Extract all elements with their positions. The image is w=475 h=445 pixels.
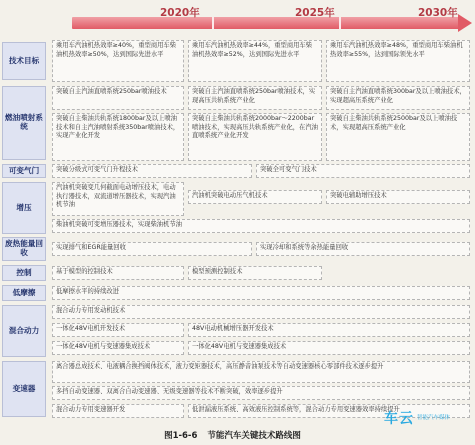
row-label-variable-valve: 可变气门 xyxy=(2,164,46,178)
watermark-logo: 车云 xyxy=(384,411,414,427)
timeline-arrow-icon xyxy=(458,14,472,32)
figure-title: 节能汽车关键技术路线图 xyxy=(207,431,301,441)
fuel-injection-2025-diesel: 突破自主柴油共轨系统2000bar～2200bar喷油技术，实现高压共轨系统产业化，在汽油直喷系统产业化开发 xyxy=(188,113,322,161)
year-2025: 2025年 xyxy=(295,7,335,19)
waste-heat-stage-2: 实现冷却和系统等余热能量回收 xyxy=(256,242,470,256)
timeline-tick xyxy=(212,17,214,29)
boosting-2030-gasoline: 突破电辅助增压技术 xyxy=(326,190,470,204)
control-stage-2: 模型预测控制技术 xyxy=(188,266,322,280)
fuel-injection-2025-gasoline: 突破自主汽油直喷系统250bar喷油技术，实现高压共轨系统产业化 xyxy=(188,86,322,110)
tech-target-2025: 乘用车汽油机热效率≥44%，重型商用车柴油机热效率≥52%，达到国际先进水平 xyxy=(188,40,322,82)
hybrid-48v-motor: 一体化48V电机开发技术 xyxy=(52,323,184,337)
figure-number: 图1-6-6 xyxy=(164,431,198,441)
hybrid-48v-integration-2: 一体化48V电机与变速器集成技术 xyxy=(188,341,470,355)
control-stage-1: 基于模型的控制技术 xyxy=(52,266,184,280)
variable-valve-stage-2: 突破全可变气门技术 xyxy=(256,164,470,178)
watermark-subtitle: 智能汽车媒体 xyxy=(417,414,451,421)
row-label-transmission: 变速器 xyxy=(2,361,46,417)
hybrid-dedicated-engine: 混合动力专用发动机技术 xyxy=(52,305,470,319)
hybrid-48v-integration-1: 一体化48V电机与变速器集成技术 xyxy=(52,341,184,355)
tech-target-2020: 乘用车汽油机热效率≥40%，重型商用车柴油机热效率≥50%，达到国际先进水平 xyxy=(52,40,184,82)
row-label-boosting: 增压 xyxy=(2,182,46,234)
row-label-low-friction: 低摩擦 xyxy=(2,285,46,301)
boosting-diesel: 柴油机突破可变增压器技术，实现柴油机节油 xyxy=(52,219,470,233)
timeline-tick xyxy=(339,17,341,29)
variable-valve-stage-1: 突破分级式可变气门升程技术 xyxy=(52,164,252,178)
year-2030: 2030年 xyxy=(418,7,458,19)
fuel-injection-2020-diesel: 突破自主柴油共轨系统1800bar及以上喷油技术和自主汽油喷射系统350bar喷油技术，实现产业化开发 xyxy=(52,113,184,161)
row-label-hybrid: 混合动力 xyxy=(2,305,46,357)
boosting-2020-gasoline: 汽油机突破变几何截面电动增压技术，电动执行器技术，双流道增压器技术，实现汽油机节油 xyxy=(52,182,184,216)
tech-target-2030: 乘用车汽油机热效率≥48%，重型商用车柴油机热效率≥55%，达到国际领先水平 xyxy=(326,40,470,82)
row-label-tech-target: 技术目标 xyxy=(2,42,46,80)
timeline-bar xyxy=(72,17,460,29)
fuel-injection-2030-gasoline: 突破自主汽油直喷系统300bar及以上喷油技术，实现超高压系统产业化 xyxy=(326,86,470,110)
boosting-2025-gasoline: 汽油机突破电动压气机技术 xyxy=(188,190,322,204)
row-label-waste-heat: 废热能量回收 xyxy=(2,237,46,261)
low-friction-improvement: 低摩擦水平的持续改进 xyxy=(52,286,470,300)
timeline-header xyxy=(2,3,473,31)
fuel-injection-2020-gasoline: 突破自主汽油直喷系统250bar喷油技术 xyxy=(52,86,184,110)
year-2020: 2020年 xyxy=(160,7,200,19)
waste-heat-stage-1: 实现排气和EGR能量回收 xyxy=(52,242,252,256)
transmission-multi-speed: 多挡自动变速器、双离合自动变速器、无级变速器等技术不断突破，效率逐步提升 xyxy=(52,386,470,400)
figure-caption xyxy=(0,429,475,441)
transmission-core-components: 离合器总成技术、电液耦合换挡阀体技术，液力变矩器技术，高压静音油泵技术等自动变速器核心零部件技术逐步提升 xyxy=(52,361,470,383)
transmission-hybrid-dedicated: 混合动力专用变速器开发 xyxy=(52,404,184,418)
fuel-injection-2030-diesel: 突破自主柴油共轨系统2500bar及以上喷油技术，实现超高压系统产业化 xyxy=(326,113,470,161)
row-label-fuel-injection: 燃油喷射系统 xyxy=(2,86,46,160)
transmission-hydraulic: 低泄漏液压系统、高效液压控制系统等，混合动力专用变速器效率持续提升 xyxy=(188,404,470,418)
row-label-control: 控制 xyxy=(2,265,46,281)
watermark xyxy=(384,408,472,428)
hybrid-48v-supercharger: 48V电动机械增压器开发技术 xyxy=(188,323,470,337)
